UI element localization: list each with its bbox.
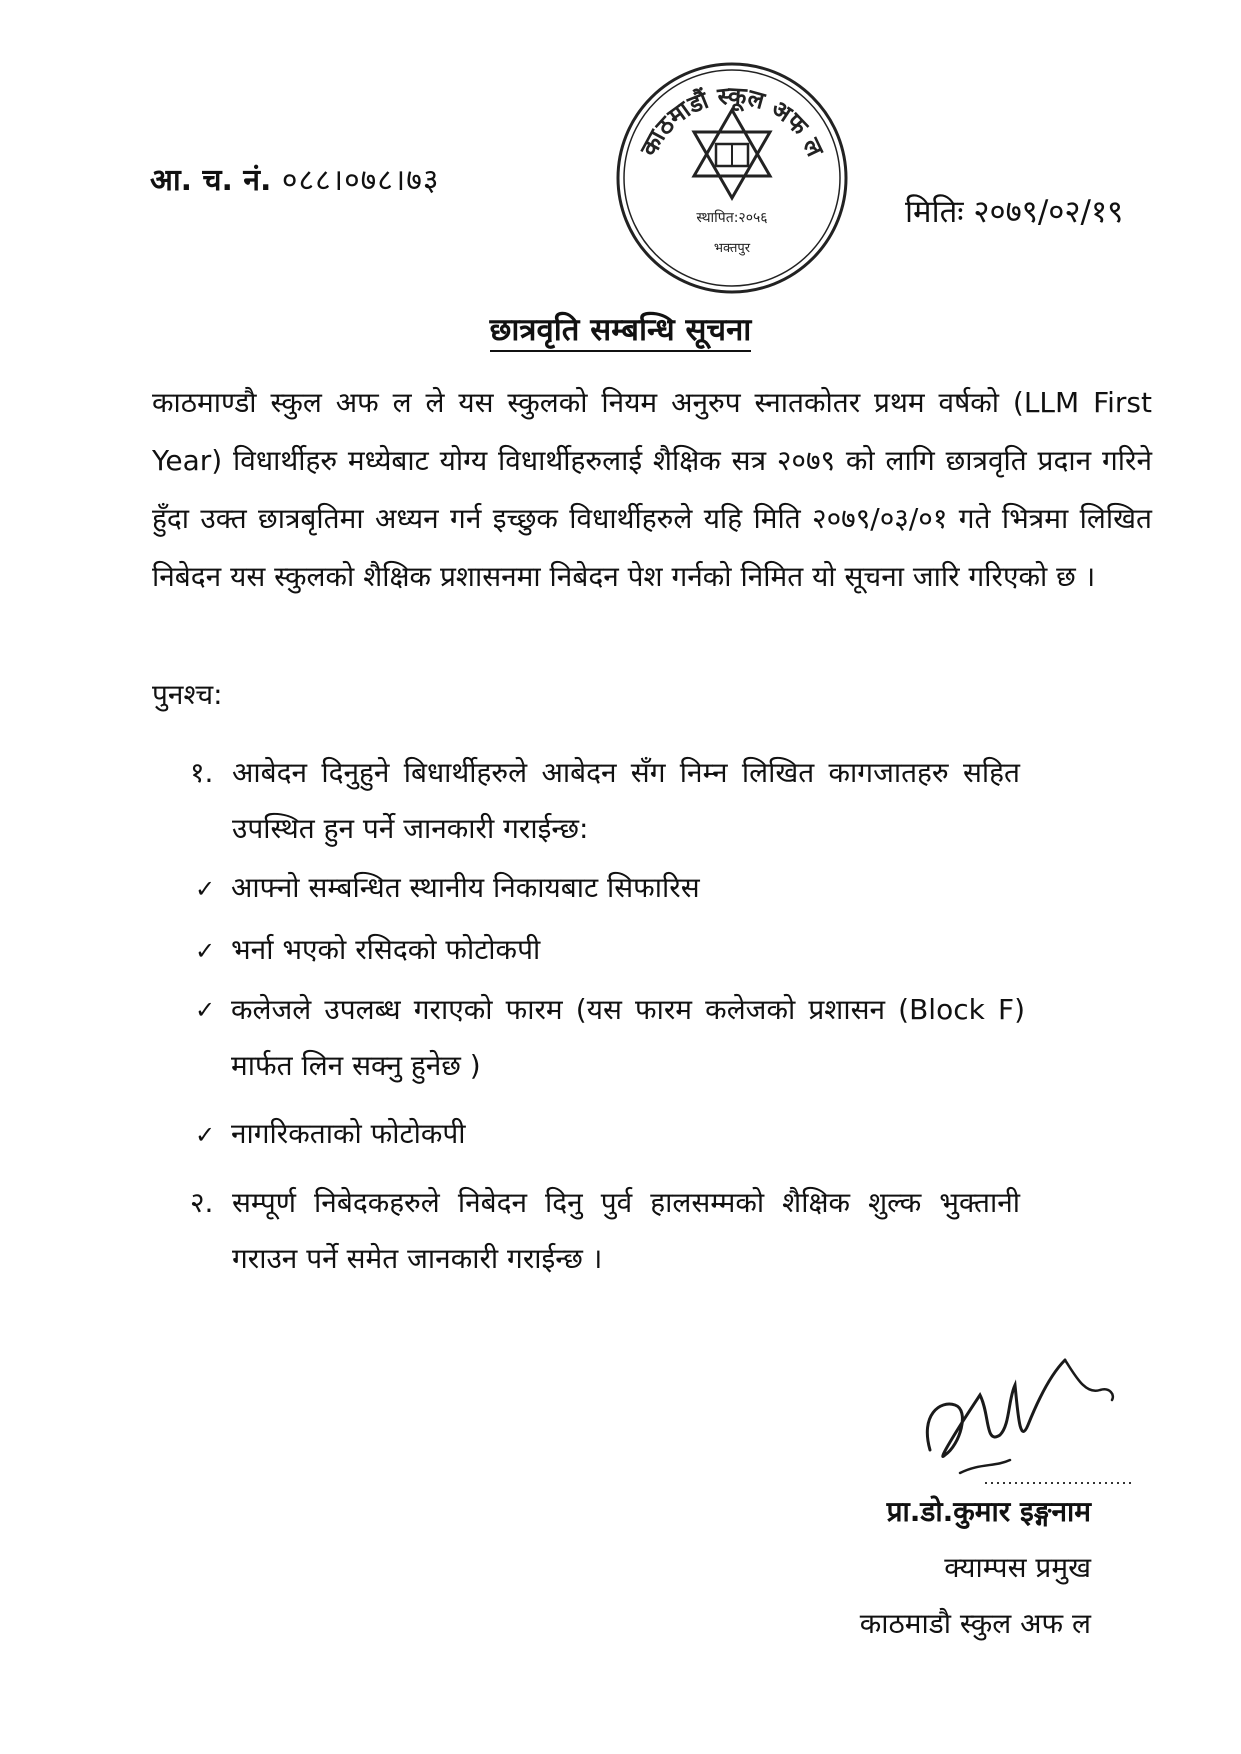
checklist-item: ✓ कलेजले उपलब्ध गराएको फारम (यस फारम कलेजको प्रशासन (Block F) मार्फत लिन सक्नु हुनेछ )	[195, 982, 1025, 1094]
item-2	[190, 1175, 1020, 1287]
notice-title: छात्रवृति सम्बन्धि सूचना	[490, 312, 752, 352]
item-2-number: २.	[190, 1186, 214, 1219]
signature	[900, 1355, 1140, 1490]
postscript-label: पुनश्च:	[152, 678, 223, 711]
checklist-item: ✓ आफ्नो सम्बन्धित स्थानीय निकायबाट सिफारिस	[195, 871, 700, 904]
signatory-name: प्रा.डो.कुमार इङ्गनाम	[886, 1495, 1091, 1528]
signatory-position: क्याम्पस प्रमुख	[944, 1551, 1091, 1584]
check-icon: ✓	[195, 1121, 216, 1149]
notice-title-wrap	[0, 308, 1241, 350]
notice-date: मितिः २०७९/०२/१९	[905, 194, 1124, 230]
reference-number	[150, 158, 439, 199]
notice-body: काठमाण्डौ स्कुल अफ ल ले यस स्कुलको नियम अनुरुप स्नातकोतर प्रथम वर्षको (LLM First Year) विधार्थीहरु मध्येबाट योग्य विधार्थीहरुलाई शैक्षिक सत्र २०७९ को लागि छात्रवृति प्रदान गरिने हुँदा उक्त छात्रबृतिमा अध्यन गर्न इच्छुक विधार्थीहरुले यहि मिति २०७९/०३/०१ गते भित्रमा लिखित निबेदन यस स्कुलको शैक्षिक प्रशासनमा निबेदन पेश गर्नको निमित यो सूचना जारि गरिएको छ ।	[152, 386, 1152, 593]
seal-established: स्थापित:२०५६	[696, 210, 768, 226]
check-icon: ✓	[195, 937, 216, 965]
signatory-block	[860, 1484, 1091, 1652]
item-1	[190, 745, 1020, 857]
checklist-item: ✓ भर्ना भएको रसिदको फोटोकपी	[195, 933, 541, 966]
item-1-text: आबेदन दिनुहुने बिधार्थीहरुले आबेदन सँग निम्न लिखित कागजातहरु सहित उपस्थित हुन पर्ने जानकारी गराईन्छ:	[232, 756, 1020, 845]
check-icon: ✓	[195, 996, 216, 1024]
item-1-number: १.	[190, 756, 214, 789]
seal-place: भक्तपुर	[713, 241, 751, 256]
checklist-item: ✓ नागरिकताको फोटोकपी	[195, 1117, 466, 1150]
reference-value: ०८८।०७८।७३	[281, 163, 440, 198]
school-seal	[612, 58, 852, 298]
reference-label: आ. च. नं.	[150, 163, 272, 198]
seal-name: काठमाडौं स्कूल अफ ल	[634, 81, 830, 161]
check-icon: ✓	[195, 875, 216, 903]
item-2-text: सम्पूर्ण निबेदकहरुले निबेदन दिनु पुर्व हालसम्मको शैक्षिक शुल्क भुक्तानी गराउन पर्ने समेत जानकारी गराईन्छ ।	[232, 1186, 1020, 1275]
signatory-organization: काठमाडौ स्कुल अफ ल	[859, 1607, 1091, 1640]
